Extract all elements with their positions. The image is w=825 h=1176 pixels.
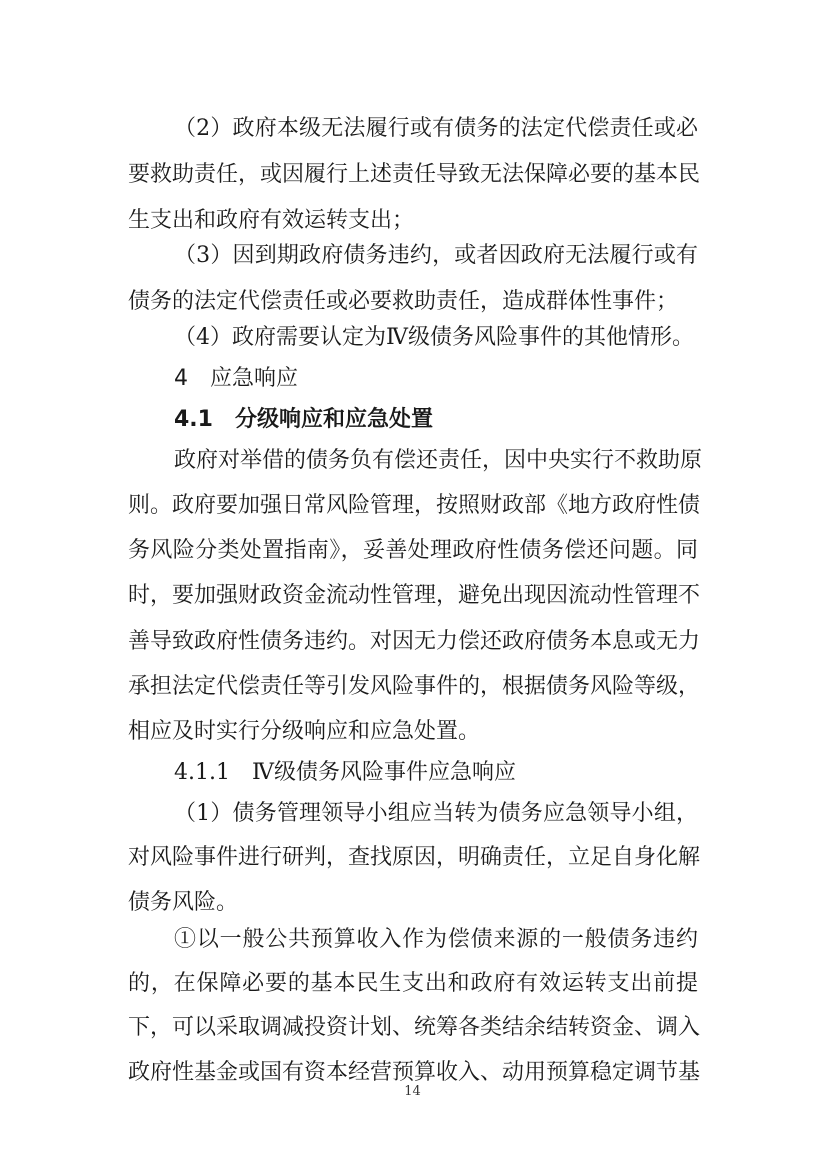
paragraph-line: 生支出和政府有效运转支出； [128,208,415,233]
paragraph-line: （2）政府本级无法履行或有债务的法定代偿责任或必 [174,116,698,141]
paragraph-line: （1）债务管理领导小组应当转为债务应急领导小组， [174,801,698,826]
paragraph-line: 政府对举借的债务负有偿还责任，因中央实行不救助原 [174,448,703,473]
page-number: 14 [404,1084,421,1099]
paragraph-line: 的，在保障必要的基本民生支出和政府有效运转支出前提 [128,971,698,996]
paragraph-line: 承担法定代偿责任等引发风险事件的，根据债务风险等级， [128,674,701,699]
paragraph-line: 要救助责任，或因履行上述责任导致无法保障必要的基本民 [128,162,701,187]
paragraph-line: 政府性基金或国有资本经营预算收入、动用预算稳定调节基 [128,1060,701,1085]
paragraph-line: （4）政府需要认定为Ⅳ级债务风险事件的其他情形。 [174,325,694,350]
paragraph-line: 债务风险。 [128,890,239,915]
section-heading: 4 应急响应 [174,366,298,391]
paragraph-line: 善导致政府性债务违约。对因无力偿还政府债务本息或无力 [128,629,701,654]
paragraph-line: 则。政府要加强日常风险管理，按照财政部《地方政府性债 [128,493,701,518]
paragraph-line: （3）因到期政府债务违约，或者因政府无法履行或有 [174,243,698,268]
paragraph-line: 下，可以采取调减投资计划、统筹各类结余结转资金、调入 [128,1015,701,1040]
subsection-heading: 4.1 分级响应和应急处置 [174,407,433,432]
paragraph-line: 务风险分类处置指南》，妥善处理政府性债务偿还问题。同 [128,538,698,563]
paragraph-line: 时，要加强财政资金流动性管理，避免出现因流动性管理不 [128,583,701,608]
paragraph-line: 债务的法定代偿责任或必要救助责任，造成群体性事件； [128,289,679,314]
paragraph-line: 对风险事件进行研判，查找原因，明确责任，立足自身化解 [128,845,701,870]
subsubsection-heading: 4.1.1 Ⅳ级债务风险事件应急响应 [174,760,516,785]
paragraph-line: 相应及时实行分级响应和应急处置。 [128,719,481,744]
paragraph-line: ①以一般公共预算收入作为偿债来源的一般债务违约 [174,927,698,952]
